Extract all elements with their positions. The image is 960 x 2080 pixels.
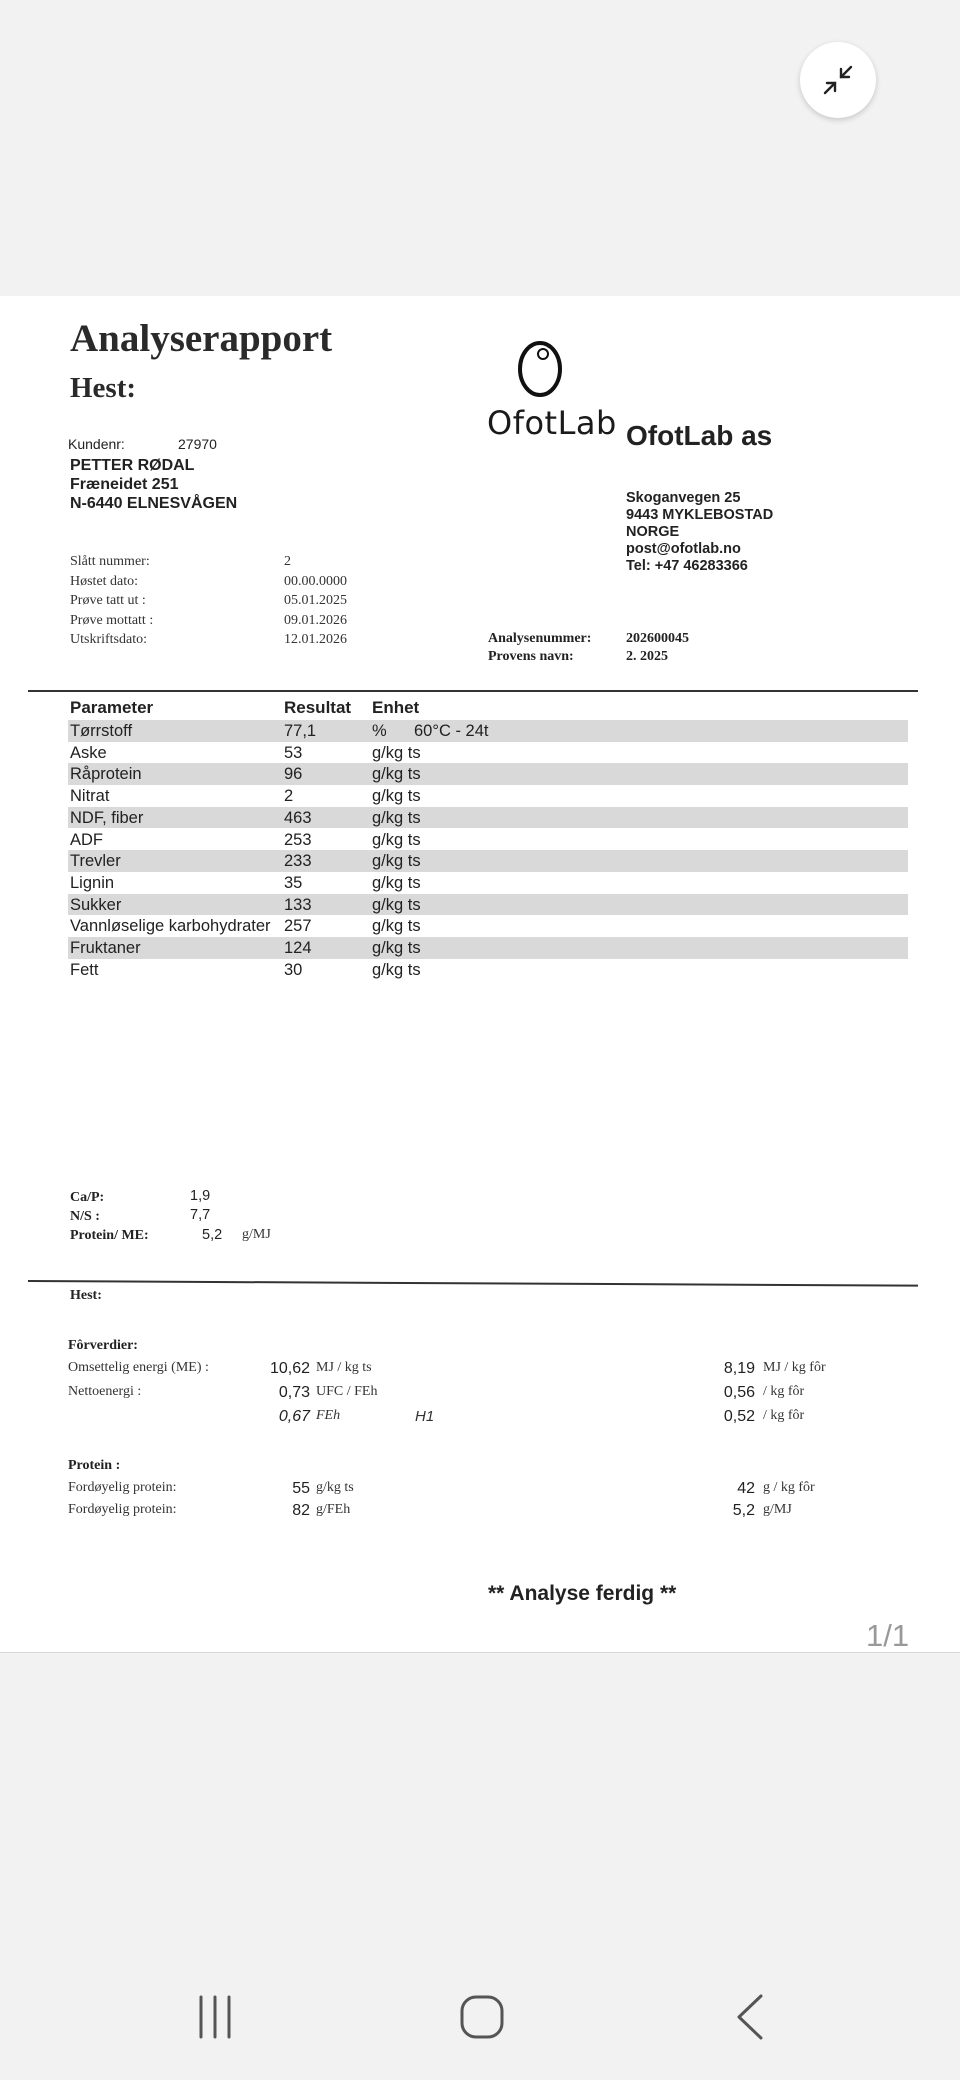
page-counter: 1/1: [866, 1618, 910, 1653]
row-parameter: Nitrat: [70, 787, 110, 806]
info-label: Høstet dato:: [70, 573, 139, 589]
table-row: [68, 720, 908, 742]
customer-number: 27970: [178, 436, 217, 452]
row-result: 96: [284, 765, 303, 784]
row-result: 77,1: [284, 722, 317, 740]
info-value: 09.01.2026: [284, 612, 347, 628]
analysis-values: [626, 630, 689, 666]
row-parameter: ADF: [70, 830, 103, 849]
ne-feh-value: 0,67: [278, 1408, 310, 1425]
divider: [28, 690, 918, 692]
info-label: Slått nummer:: [70, 554, 150, 569]
row-parameter: Sukker: [70, 895, 122, 914]
ratio-protein-me-unit: g/MJ: [242, 1227, 271, 1242]
address-line: Skoganvegen 25: [626, 490, 741, 506]
recent-apps-button[interactable]: [180, 1992, 250, 2042]
row-unit: g/kg ts: [372, 960, 421, 979]
sample-info-values: [284, 552, 347, 650]
ratio-label: N/S :: [70, 1209, 100, 1224]
ne-ufc-for-value: 0,56: [723, 1384, 755, 1401]
fp1-for-unit: g / kg fôr: [763, 1480, 815, 1495]
table-row: [68, 829, 908, 851]
customer-line: PETTER RØDAL: [70, 457, 195, 474]
ratio-ca-p: 1,9: [190, 1188, 211, 1204]
fp2-unit: g/FEh: [316, 1502, 351, 1517]
info-value: 12.01.2026: [284, 632, 347, 647]
customer-address: [70, 456, 237, 513]
row-unit: %: [372, 722, 387, 740]
header-enhet: Enhet: [372, 698, 420, 717]
ne-ufc-for-unit: / kg fôr: [763, 1384, 805, 1399]
home-icon: [459, 1994, 505, 2040]
row-parameter: Fett: [70, 960, 99, 979]
row-result: 2: [284, 787, 294, 806]
row-result: 124: [284, 939, 312, 957]
ratio-label: Ca/P:: [70, 1190, 105, 1205]
me-label: Omsettelig energi (ME) :: [68, 1360, 209, 1375]
header-resultat: Resultat: [284, 698, 352, 717]
row-unit: g/kg ts: [372, 808, 421, 827]
info-value: 00.00.0000: [284, 573, 347, 589]
fp1-label: Fordøyelig protein:: [68, 1480, 177, 1495]
me-for-unit: MJ / kg fôr: [763, 1360, 826, 1375]
back-button[interactable]: [716, 1992, 786, 2042]
analysis-labels: [488, 630, 591, 666]
analysis-done-text: ** Analyse ferdig **: [488, 1582, 677, 1605]
row-unit: g/kg ts: [372, 765, 421, 784]
table-row: [68, 850, 908, 872]
fp1-unit: g/kg ts: [316, 1480, 354, 1495]
fp2-for-value: 5,2: [732, 1502, 755, 1519]
info-value: 05.01.2025: [284, 593, 347, 608]
row-unit: g/kg ts: [372, 939, 421, 957]
ratio-label: Protein/ ME:: [70, 1228, 149, 1243]
customer-line: Fræneidet 251: [70, 476, 179, 493]
table-row: [68, 872, 908, 894]
info-label: Utskriftsdato:: [70, 632, 147, 647]
ne-feh-for-unit: / kg fôr: [763, 1408, 805, 1423]
divider: [28, 1280, 918, 1287]
logo-text: OfotLab: [487, 404, 617, 442]
table-row: [68, 742, 908, 764]
report-subtitle: Hest:: [70, 372, 137, 404]
ne-label: Nettoenergi :: [68, 1384, 142, 1399]
row-result: 463: [284, 808, 312, 827]
row-unit: g/kg ts: [372, 830, 421, 849]
row-parameter: Lignin: [70, 873, 115, 892]
row-parameter: Trevler: [70, 852, 121, 871]
row-parameter: Fruktaner: [70, 939, 141, 957]
fp1-for-value: 42: [737, 1480, 755, 1497]
me-ts-value: 10,62: [269, 1360, 310, 1377]
analysis-label: Analysenummer:: [488, 631, 592, 646]
row-unit: g/kg ts: [372, 852, 421, 871]
address-line: 9443 MYKLEBOSTAD: [626, 507, 774, 523]
me-for-value: 8,19: [723, 1360, 755, 1377]
row-result: 253: [284, 830, 312, 849]
info-label: Prøve mottatt :: [70, 612, 154, 628]
sample-name: 2. 2025: [626, 649, 668, 664]
header-parameter: Parameter: [70, 698, 154, 717]
fp1-value: 55: [292, 1480, 310, 1497]
customer-number-label: Kundenr:: [68, 436, 125, 452]
address-phone: Tel: +47 46283366: [626, 558, 748, 574]
table-row: [68, 785, 908, 807]
forverdier-heading: Fôrverdier:: [68, 1338, 138, 1353]
ofotlab-logo-icon: [510, 336, 572, 398]
fp2-value: 82: [292, 1502, 310, 1519]
ratio-n-s: 7,7: [190, 1207, 211, 1223]
feed-section-title: Hest:: [70, 1288, 102, 1303]
ne-feh-unit: FEh: [316, 1408, 341, 1423]
info-label: Prøve tatt ut :: [70, 593, 146, 608]
analysis-label: Provens navn:: [488, 649, 574, 664]
table-row: [68, 915, 908, 937]
row-unit: g/kg ts: [372, 743, 421, 762]
ne-ufc-unit: UFC / FEh: [316, 1384, 378, 1399]
collapse-button[interactable]: [800, 42, 876, 118]
home-button[interactable]: [447, 1992, 517, 2042]
ne-feh-for-value: 0,52: [723, 1408, 755, 1425]
report-title: Analyserapport: [70, 317, 333, 360]
ne-feh-tag: H1: [415, 1408, 435, 1425]
table-row: [68, 959, 908, 981]
address-line: NORGE: [626, 524, 680, 540]
protein-heading: Protein :: [68, 1458, 121, 1473]
table-row: [68, 894, 908, 916]
company-address: [626, 490, 773, 575]
row-result: 53: [284, 743, 303, 762]
row-unit: g/kg ts: [372, 917, 421, 936]
row-parameter: Råprotein: [70, 765, 142, 784]
row-unit: g/kg ts: [372, 895, 421, 914]
ratio-labels: [70, 1188, 149, 1245]
ne-ufc-value: 0,73: [278, 1384, 310, 1401]
row-result: 35: [284, 873, 303, 892]
me-ts-unit: MJ / kg ts: [316, 1360, 372, 1375]
recent-apps-icon: [193, 1995, 237, 2039]
table-row: [68, 763, 908, 785]
address-email: post@ofotlab.no: [626, 541, 741, 557]
row-parameter: NDF, fiber: [70, 808, 144, 827]
company-name: OfotLab as: [626, 420, 773, 451]
analysis-number: 202600045: [626, 631, 689, 646]
row-result: 233: [284, 852, 312, 871]
row-parameter: Aske: [70, 743, 107, 762]
table-row: [68, 937, 908, 959]
back-icon: [733, 1994, 769, 2040]
row-unit: g/kg ts: [372, 873, 421, 892]
row-result: 30: [284, 960, 303, 979]
sample-info-labels: [70, 552, 153, 650]
row-result: 133: [284, 895, 312, 914]
row-parameter: Vannløselige karbohydrater: [70, 917, 271, 936]
collapse-icon: [821, 63, 855, 97]
fp2-label: Fordøyelig protein:: [68, 1502, 177, 1517]
info-value: 2: [284, 554, 291, 569]
navigation-bar: [0, 1948, 960, 2080]
row-parameter: Tørrstoff: [70, 722, 133, 740]
fp2-for-unit: g/MJ: [763, 1502, 792, 1517]
ratio-protein-me: 5,2: [202, 1227, 223, 1243]
row-result: 257: [284, 917, 312, 936]
document-page[interactable]: [0, 296, 960, 1653]
table-row: [68, 807, 908, 829]
customer-line: N-6440 ELNESVÅGEN: [70, 495, 238, 512]
row-unit: g/kg ts: [372, 787, 421, 806]
row-note: 60°C - 24t: [414, 722, 489, 740]
